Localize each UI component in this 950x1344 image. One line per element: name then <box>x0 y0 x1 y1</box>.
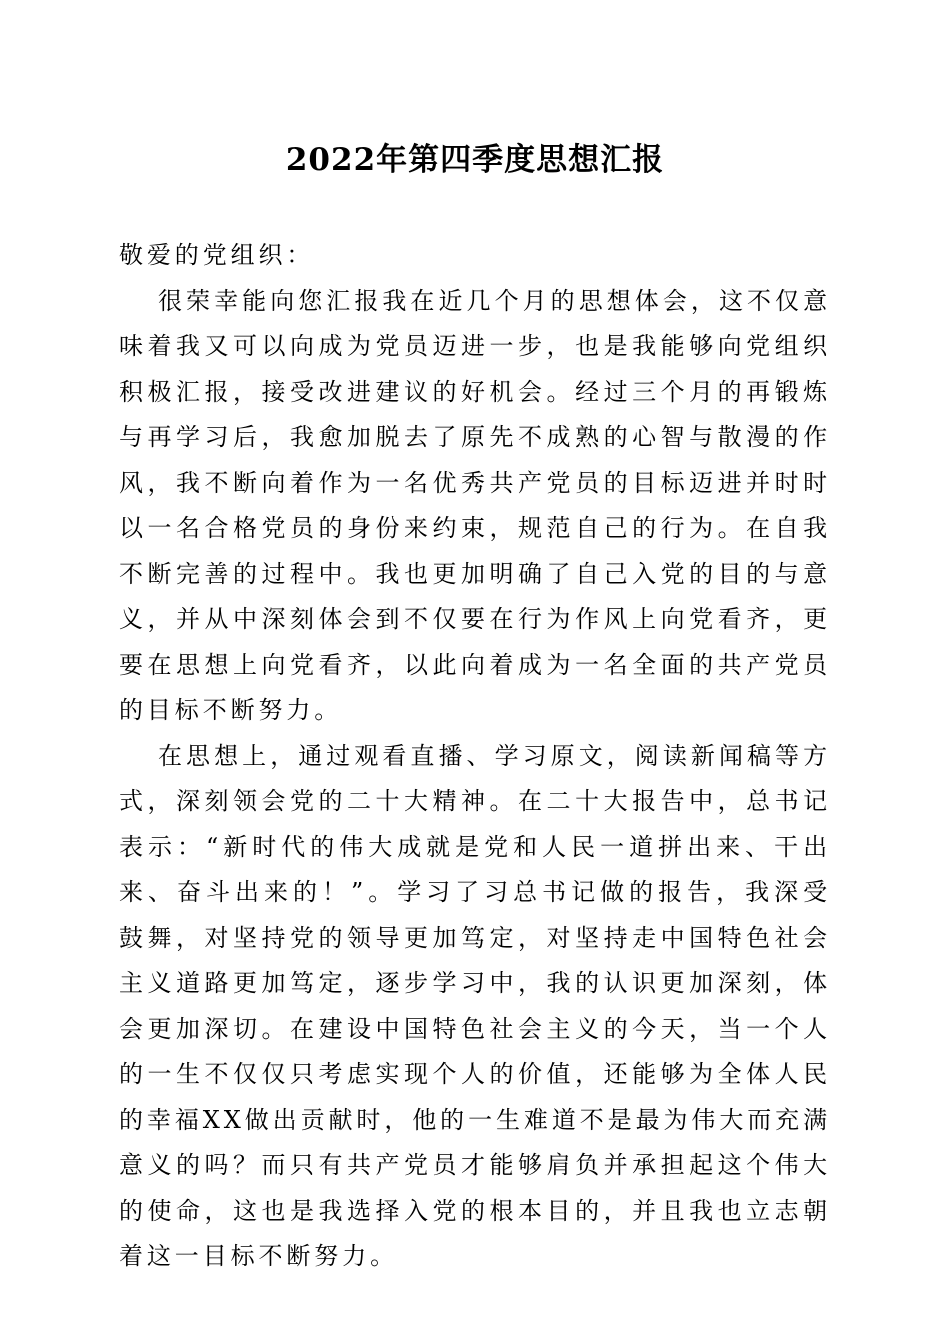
paragraph-2: 在思想上，通过观看直播、学习原文，阅读新闻稿等方式，深刻领会党的二十大精神。在二十大报告中，总书记表示：“新时代的伟大成就是党和人民一道拼出来、干出来、奋斗出来的！”。学习了习总书记做的报告，我深受鼓舞，对坚持党的领导更加笃定，对坚持走中国特色社会主义道路更加笃定，逐步学习中，我的认识更加深刻，体会更加深切。在建设中国特色社会主义的今天，当一个人的一生不仅仅只考虑实现个人的价值，还能够为全体人民的幸福XX做出贡献时，他的一生难道不是最为伟大而充满意义的吗？而只有共产党员才能够肩负并承担起这个伟大的使命，这也是我选择入党的根本目的，并且我也立志朝着这一目标不断努力。 <box>119 741 831 1270</box>
document-body <box>119 233 831 1280</box>
document-title: 2022年第四季度思想汇报 <box>285 142 665 178</box>
paragraph-1: 很荣幸能向您汇报我在近几个月的思想体会，这不仅意味着我又可以向成为党员迈进一步，也是我能够向党组织积极汇报，接受改进建议的好机会。经过三个月的再锻炼与再学习后，我愈加脱去了原先不成熟的心智与散漫的作风，我不断向着作为一名优秀共产党员的目标迈进并时时以一名合格党员的身份来约束，规范自己的行为。在自我不断完善的过程中。我也更加明确了自己入党的目的与意义，并从中深刻体会到不仅要在行为作风上向党看齐，更要在思想上向党看齐，以此向着成为一名全面的共产党员的目标不断努力。 <box>119 286 831 724</box>
salutation: 敬爱的党组织： <box>119 241 315 269</box>
